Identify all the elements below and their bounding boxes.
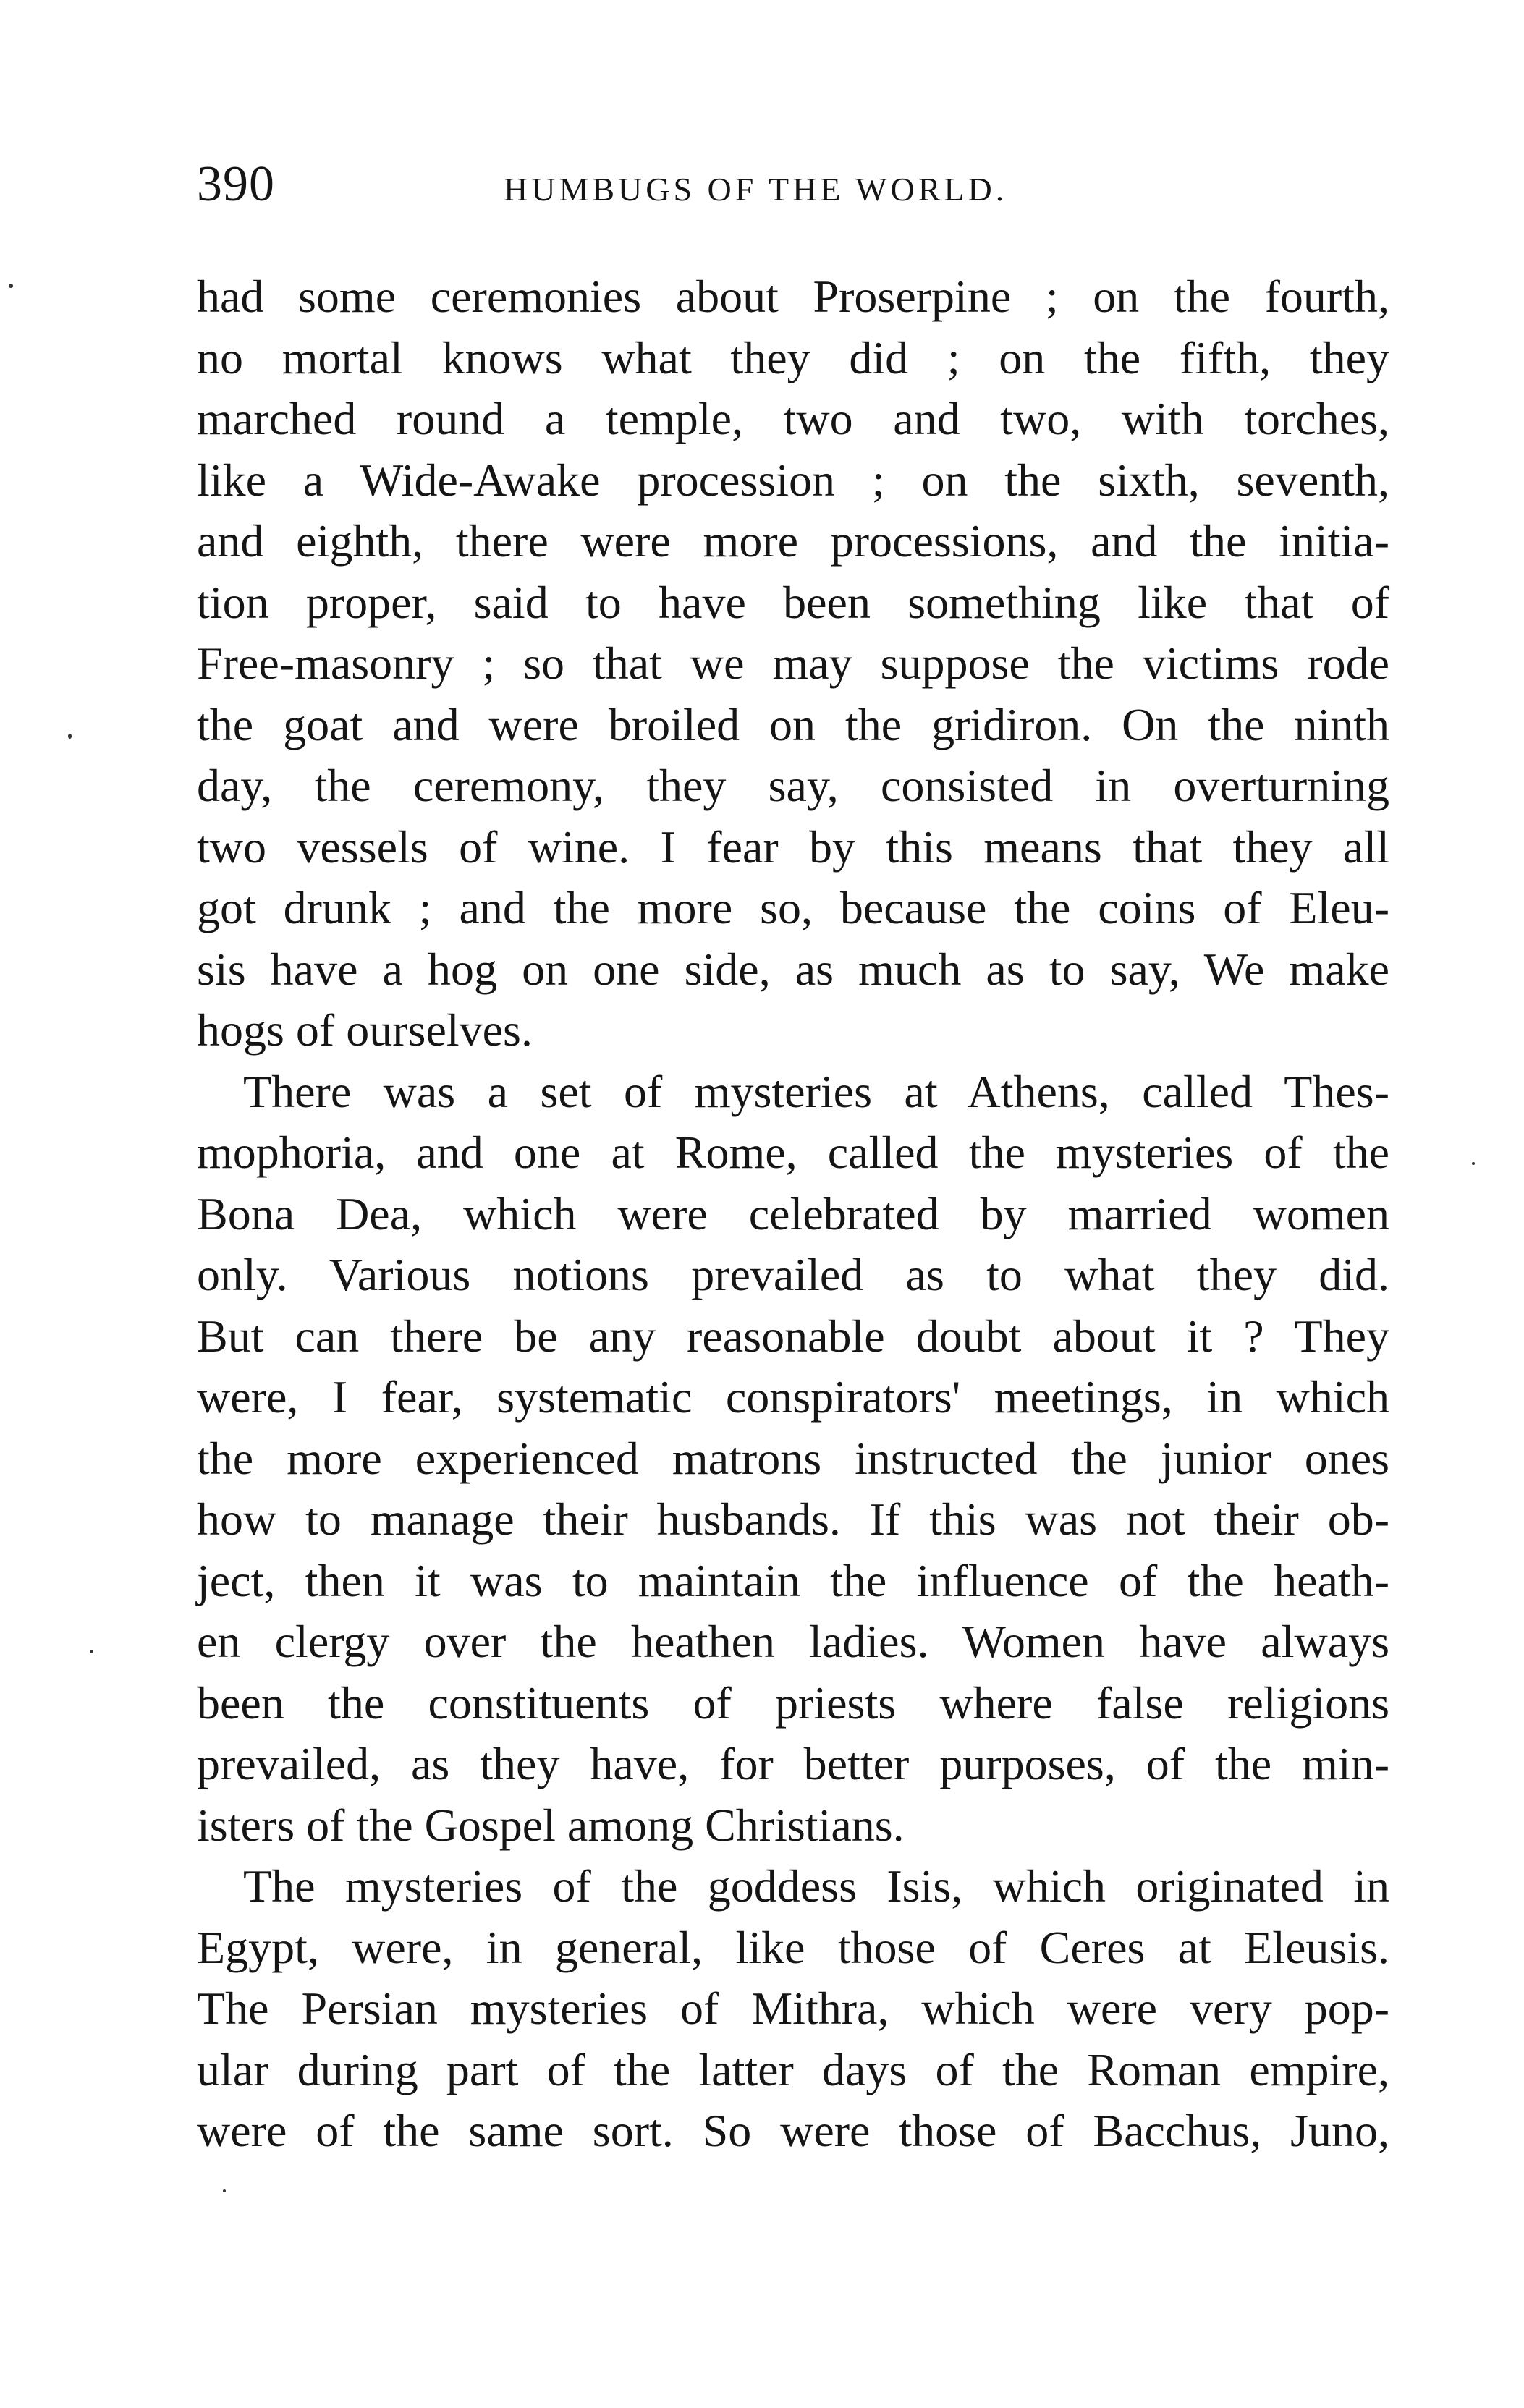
running-title: HUMBUGS OF THE WORLD. bbox=[504, 171, 1008, 208]
text-line: The Persian mysteries of Mithra, which were very pop- bbox=[197, 1983, 1389, 2034]
paragraph-first-line: There was a set of mysteries at Athens, called Thes- bbox=[243, 1065, 1389, 1117]
page-number: 390 bbox=[197, 156, 275, 212]
text-line: ular during part of the latter days of the Roman empire, bbox=[197, 2043, 1389, 2095]
scan-speck bbox=[1472, 1162, 1475, 1165]
text-line: But can there be any reasonable doubt about it ? They bbox=[197, 1310, 1389, 1362]
text-line: Free-masonry ; so that we may suppose the victims rode bbox=[197, 637, 1389, 689]
body-text bbox=[197, 266, 1389, 2162]
text-line: like a Wide-Awake procession ; on the sixth, seventh, bbox=[197, 454, 1389, 506]
text-line: got drunk ; and the more so, because the coins of Eleu- bbox=[197, 882, 1389, 933]
running-head bbox=[197, 152, 1389, 217]
text-line: how to manage their husbands. If this was not their ob- bbox=[197, 1493, 1389, 1545]
text-line: ject, then it was to maintain the influence of the heath- bbox=[197, 1554, 1389, 1606]
text-line: Egypt, were, in general, like those of Ceres at Eleusis. bbox=[197, 1921, 1389, 1973]
text-line: prevailed, as they have, for better purposes, of the min- bbox=[197, 1738, 1389, 1789]
text-line: tion proper, said to have been something like that of bbox=[197, 576, 1389, 628]
text-line: were of the same sort. So were those of Bacchus, Juno, bbox=[197, 2105, 1389, 2156]
paragraph-first-line: The mysteries of the goddess Isis, which originated in bbox=[243, 1860, 1389, 1912]
text-line: and eighth, there were more processions, and the initia- bbox=[197, 515, 1389, 567]
text-line: marched round a temple, two and two, with torches, bbox=[197, 393, 1389, 444]
text-line: no mortal knows what they did ; on the fifth, they bbox=[197, 331, 1389, 383]
text-line: two vessels of wine. I fear by this means that they all bbox=[197, 821, 1389, 873]
text-line: isters of the Gospel among Christians. bbox=[197, 1799, 905, 1851]
text-line: en clergy over the heathen ladies. Women have always bbox=[197, 1616, 1389, 1667]
scan-speck bbox=[9, 284, 13, 288]
text-line: sis have a hog on one side, as much as to say, We make bbox=[197, 943, 1389, 995]
text-line: the goat and were broiled on the gridiron. On the ninth bbox=[197, 698, 1389, 750]
text-line: the more experienced matrons instructed the junior ones bbox=[197, 1432, 1389, 1484]
text-line: Bona Dea, which were celebrated by married women bbox=[197, 1187, 1389, 1239]
text-line: mophoria, and one at Rome, called the mysteries of the bbox=[197, 1127, 1389, 1178]
text-line: day, the ceremony, they say, consisted in overturning bbox=[197, 760, 1389, 811]
scan-speck bbox=[223, 2189, 226, 2192]
text-line: hogs of ourselves. bbox=[197, 1004, 533, 1056]
text-line: been the constituents of priests where false religions bbox=[197, 1676, 1389, 1729]
text-line: only. Various notions prevailed as to what they did. bbox=[197, 1249, 1389, 1300]
scan-speck bbox=[68, 734, 72, 739]
text-line: had some ceremonies about Proserpine ; on the fourth, bbox=[197, 271, 1389, 322]
scan-speck bbox=[90, 1650, 93, 1653]
text-line: were, I fear, systematic conspirators' meetings, in which bbox=[197, 1371, 1389, 1423]
